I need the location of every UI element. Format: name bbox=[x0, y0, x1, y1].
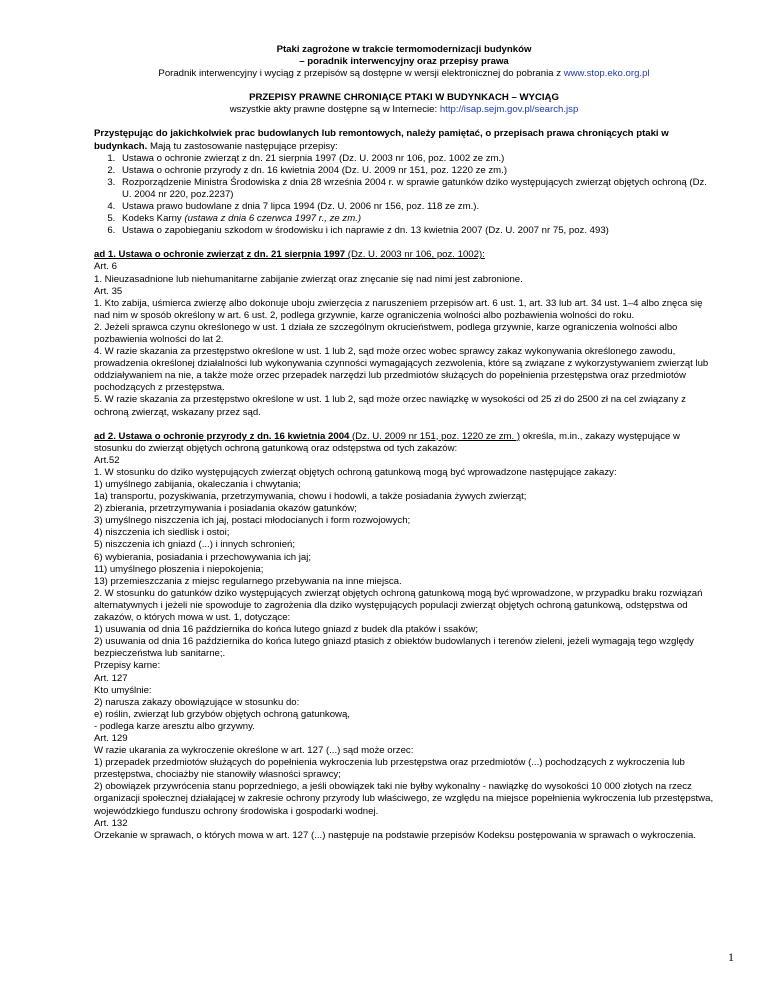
section1-heading bbox=[94, 249, 714, 261]
section1-heading-bold: ad 1. Ustawa o ochronie zwierząt z dn. 21 sierpnia 1997 bbox=[94, 249, 346, 261]
section2-line: 1) umyślnego zabijania, okaleczania i chwytania; bbox=[94, 479, 301, 490]
section2-line: Art.52 bbox=[94, 454, 120, 466]
section1-line: 4. W razie skazania za przestępstwo określone w ust. 1 lub 2, sąd może orzec wobec sprawcy zakaz wykonywania określonego zawodu, prowadzenia określonej działalności lub wykonywania czynności wymagających zezwolenia, które są związane z wykorzystywaniem zwierząt lub oddziaływaniem na nie, a także może orzec przepadek narzędzi lub przedmiotów służących do popełnienia przestępstwa oraz przedmiotów pochodzących z przestępstwa. bbox=[94, 346, 709, 394]
acts-note-text: wszystkie akty prawne dostępne są w Internecie: bbox=[229, 104, 440, 116]
acts-note bbox=[94, 104, 714, 116]
section2-line: 13) przemieszczania z miejsc regularnego przebywania na inne miejsca. bbox=[94, 575, 402, 587]
section1-line: 2. Jeżeli sprawca czynu określonego w ust. 1 działa ze szczególnym okrucieństwem, podlega grzywnie, karze ograniczenia wolności albo pozbawienia wolności do lat 2. bbox=[94, 321, 678, 345]
section1-line: Art. 6 bbox=[94, 261, 117, 273]
section2-line: 1) usuwania od dnia 16 października do końca lutego gniazd z budek dla ptaków i ssaków; bbox=[94, 624, 478, 636]
list-item: 2. Ustawa o ochronie przyrody z dn. 16 kwietnia 2004 (Dz. U. 2009 nr 151, poz. 1220 ze zm.) bbox=[118, 165, 714, 177]
section2-body bbox=[94, 455, 714, 842]
section2-line: 4) niszczenia ich siedlisk i ostoi; bbox=[94, 527, 230, 539]
doc-title: Ptaki zagrożone w trakcie termomodernizacji budynków bbox=[276, 44, 532, 55]
section2-line: 1. W stosunku do dziko występujących zwierząt objętych ochroną gatunkową mogą być wprowadzone następujące zakazy: bbox=[94, 466, 617, 478]
section1-line: 1. Kto zabija, uśmierca zwierzę albo dokonuje uboju zwierzęcia z naruszeniem przepisów art. 6 ust. 1, art. 33 lub art. 34 ust. 1–4 albo znęca się nad nim w sposób określony w art. 6 ust. 2, podlega grzywnie, karze ograniczenia wolności albo pozbawienia wolności do roku. bbox=[94, 297, 703, 321]
acts-link[interactable]: http://isap.sejm.gov.pl/search.jsp bbox=[439, 104, 579, 116]
doc-subtitle: – poradnik interwencyjny oraz przepisy prawa bbox=[299, 56, 509, 68]
list-item-italic: (ustawa z dnia 6 czerwca 1997 r., ze zm.) bbox=[184, 213, 362, 225]
section1-body bbox=[94, 261, 714, 418]
page-number: 1 bbox=[728, 950, 734, 964]
section-heading: PRZEPISY PRAWNE CHRONIĄCE PTAKI W BUDYNKACH – WYCIĄG bbox=[249, 92, 559, 104]
section2-line: - podlega karze aresztu albo grzywny. bbox=[94, 720, 255, 732]
section1-line: Art. 35 bbox=[94, 285, 123, 297]
section2-line: Art. 127 bbox=[94, 672, 128, 684]
list-item: 1. Ustawa o ochronie zwierząt z dn. 21 sierpnia 1997 (Dz. U. 2003 nr 106, poz. 1002 ze zm.) bbox=[118, 153, 714, 165]
download-note bbox=[94, 68, 714, 80]
download-link[interactable]: www.stop.eko.org.pl bbox=[563, 68, 650, 80]
list-item-text: Kodeks Karny bbox=[122, 213, 185, 225]
list-item: 3. Rozporządzenie Ministra Środowiska z dnia 28 września 2004 r. w sprawie gatunków dziko występujących zwierząt objętych ochroną (Dz. U. 2004 nr 220, poz.2237) bbox=[118, 177, 714, 201]
section2-line: 1) przepadek przedmiotów służących do popełnienia wykroczenia lub przestępstwa oraz przedmiotów (...) pochodzących z wykroczenia lub przestępstwa, chociażby nie stanowiły własności sprawcy; bbox=[94, 757, 685, 781]
document-page bbox=[94, 44, 714, 842]
section2-heading bbox=[94, 431, 714, 455]
section1-heading-rest: (Dz. U. 2003 nr 106, poz. 1002): bbox=[345, 249, 485, 261]
section2-line: 2) zbierania, przetrzymywania i posiadania okazów gatunków; bbox=[94, 503, 357, 515]
intro-bold: Przystępując do jakichkolwiek prac budowlanych lub remontowych, należy pamiętać, o przepisach prawa chroniących ptaki w budynkach. bbox=[94, 128, 669, 152]
list-item: 4. Ustawa prawo budowlane z dnia 7 lipca 1994 (Dz. U. 2006 nr 156, poz. 118 ze zm.). bbox=[118, 201, 714, 213]
section2-line: 2) usuwania od dnia 16 października do końca lutego gniazd ptasich z obiektów budowlanych i terenów zieleni, jeżeli wymagają tego względy bezpieczeństwa lub sanitarne;. bbox=[94, 636, 694, 660]
section2-heading-rest: określa, m.in., zakazy występujące w stosunku do zwierząt objętych ochroną gatunkową oraz odstępstwa od tych zakazów: bbox=[94, 430, 680, 454]
section2-line: 3) umyślnego niszczenia ich jaj, postaci młodocianych i form rozwojowych; bbox=[94, 515, 411, 527]
intro-rest: Mają tu zastosowanie następujące przepisy: bbox=[147, 140, 338, 152]
section2-line: Przepisy karne: bbox=[94, 660, 161, 672]
section1-line: 1. Nieuzasadnione lub niehumanitarne zabijanie zwierząt oraz znęcanie się nad nimi jest zabronione. bbox=[94, 273, 523, 285]
section2-line: Orzekanie w sprawach, o których mowa w art. 127 (...) następuje na podstawie przepisów Kodeksu postępowania w sprawach o wykroczenia. bbox=[94, 829, 697, 841]
section2-line: 1a) transportu, pozyskiwania, przetrzymywania, chowu i hodowli, a także posiadania żywych zwierząt; bbox=[94, 491, 527, 503]
acts-list bbox=[94, 153, 714, 238]
section2-line: Art. 129 bbox=[94, 732, 128, 744]
download-note-text: Poradnik interwencyjny i wyciąg z przepisów są dostępne w wersji elektronicznej do pobrania z bbox=[158, 68, 564, 80]
section2-heading-bold: ad 2. Ustawa o ochronie przyrody z dn. 16 kwietnia 2004 bbox=[94, 430, 350, 442]
section2-line: 2) obowiązek przywrócenia stanu poprzedniego, a jeśli obowiązek taki nie byłby wykonalny - nawiązkę do wysokości 10 000 złotych na rzecz organizacji społecznej działającej w zakresie ochrony przyrody lub właściwego, ze względu na miejsce popełnienia wykroczenia lub przestępstwa, wojewódzkiego funduszu ochrony środowiska i gospodarki wodnej. bbox=[94, 781, 714, 817]
list-item bbox=[118, 213, 714, 225]
section2-line: 2. W stosunku do gatunków dziko występujących zwierząt objętych ochroną gatunkową mogą być wprowadzone, w przypadku braku rozwiązań alternatywnych i jeżeli nie spowoduje to zagrożenia dla dziko występujących populacji zwierząt objętych ochroną gatunkową, odstępstwa od zakazów, o których mowa w ust. 1, dotyczące: bbox=[94, 587, 703, 624]
section2-line: 6) wybierania, posiadania i przechowywania ich jaj; bbox=[94, 551, 312, 563]
section2-line: W razie ukarania za wykroczenie określone w art. 127 (...) sąd może orzec: bbox=[94, 745, 414, 757]
section2-line: 5) niszczenia ich gniazd (...) i innych schronień; bbox=[94, 539, 296, 551]
section2-line: 11) umyślnego płoszenia i niepokojenia; bbox=[94, 563, 264, 575]
section2-line: Art. 132 bbox=[94, 817, 128, 829]
intro-paragraph bbox=[94, 128, 714, 152]
section2-line: e) roślin, zwierząt lub grzybów objętych ochroną gatunkową, bbox=[94, 708, 350, 720]
section2-line: 2) narusza zakazy obowiązujące w stosunku do: bbox=[94, 696, 300, 708]
section2-heading-ref: (Dz. U. 2009 nr 151, poz. 1220 ze zm. ) bbox=[349, 430, 521, 442]
section1-line: 5. W razie skazania za przestępstwo określone w ust. 1 lub 2, sąd może orzec nawiązkę w wysokości od 25 zł do 2500 zł na cel związany z ochroną zwierząt, wskazany przez sąd. bbox=[94, 394, 686, 418]
list-item: 6. Ustawa o zapobieganiu szkodom w środowisku i ich naprawie z dn. 13 kwietnia 2007 (Dz. U. 2007 nr 75, poz. 493) bbox=[118, 225, 714, 237]
section2-line: Kto umyślnie: bbox=[94, 684, 152, 696]
